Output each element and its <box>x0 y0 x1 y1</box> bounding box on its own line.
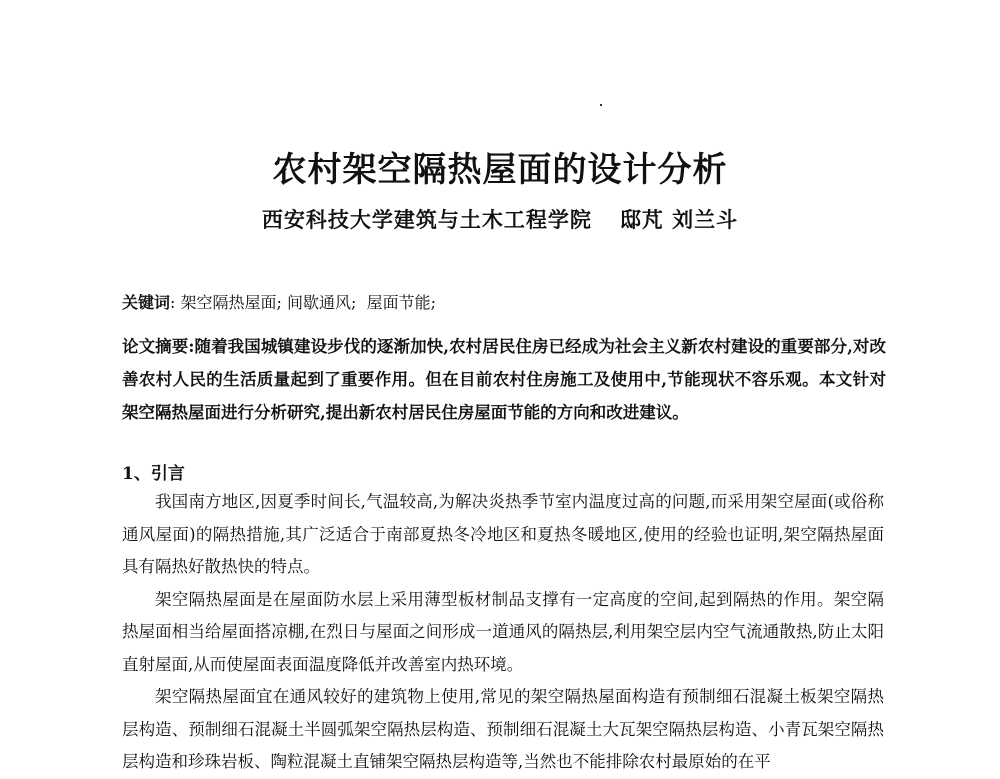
body-paragraph: 我国南方地区,因夏季时间长,气温较高,为解决炎热季节室内温度过高的问题,而采用架空屋面(或俗称通风屋面)的隔热措施,其广泛适合于南部夏热冬冷地区和夏热冬暖地区,使用的经验也证明,架空隔热屋面具有隔热好散热快的特点。 <box>122 492 884 576</box>
keyword-item: 屋面节能; <box>366 293 436 312</box>
affiliation-line <box>0 204 1000 234</box>
scan-speck <box>600 104 602 106</box>
section-heading: 1、引言 <box>122 464 185 484</box>
keywords-label: 关键词 <box>122 293 171 312</box>
abstract <box>122 330 886 429</box>
authors: 邸芃 刘兰斗 <box>619 207 739 232</box>
paper-title: 农村架空隔热屋面的设计分析 <box>272 150 728 190</box>
section-body <box>122 486 884 779</box>
abstract-label: 论文摘要: <box>122 337 195 356</box>
keyword-item: 间歇通风; <box>287 293 357 312</box>
body-paragraph: 架空隔热屋面是在屋面防水层上采用薄型板材制品支撑有一定高度的空间,起到隔热的作用。架空隔热屋面相当给屋面搭凉棚,在烈日与屋面之间形成一道通风的隔热层,利用架空层内空气流通散热,防止太阳直射屋面,从而使屋面表面温度降低并改善室内热环境。 <box>122 589 884 674</box>
keywords-line <box>122 290 436 313</box>
keyword-item: 架空隔热屋面; <box>180 293 282 312</box>
abstract-text: 随着我国城镇建设步伐的逐渐加快,农村居民住房已经成为社会主义新农村建设的重要部分,对改善农村人民的生活质量起到了重要作用。但在目前农村住房施工及使用中,节能现状不容乐观。本文针对架空隔热屋面进行分析研究,提出新农村居民住房屋面节能的方向和改进建议。 <box>122 337 887 422</box>
keywords-separator: : <box>170 293 176 312</box>
affiliation: 西安科技大学建筑与土木工程学院 <box>261 207 592 232</box>
body-paragraph: 架空隔热屋面宜在通风较好的建筑物上使用,常见的架空隔热屋面构造有预制细石混凝土板架空隔热层构造、预制细石混凝土半圆弧架空隔热层构造、预制细石混凝土大瓦架空隔热层构造、小青瓦架空隔热层构造和珍珠岩板、陶粒混凝土直铺架空隔热层构造等,当然也不能排除农村最原始的在平 <box>122 687 884 771</box>
